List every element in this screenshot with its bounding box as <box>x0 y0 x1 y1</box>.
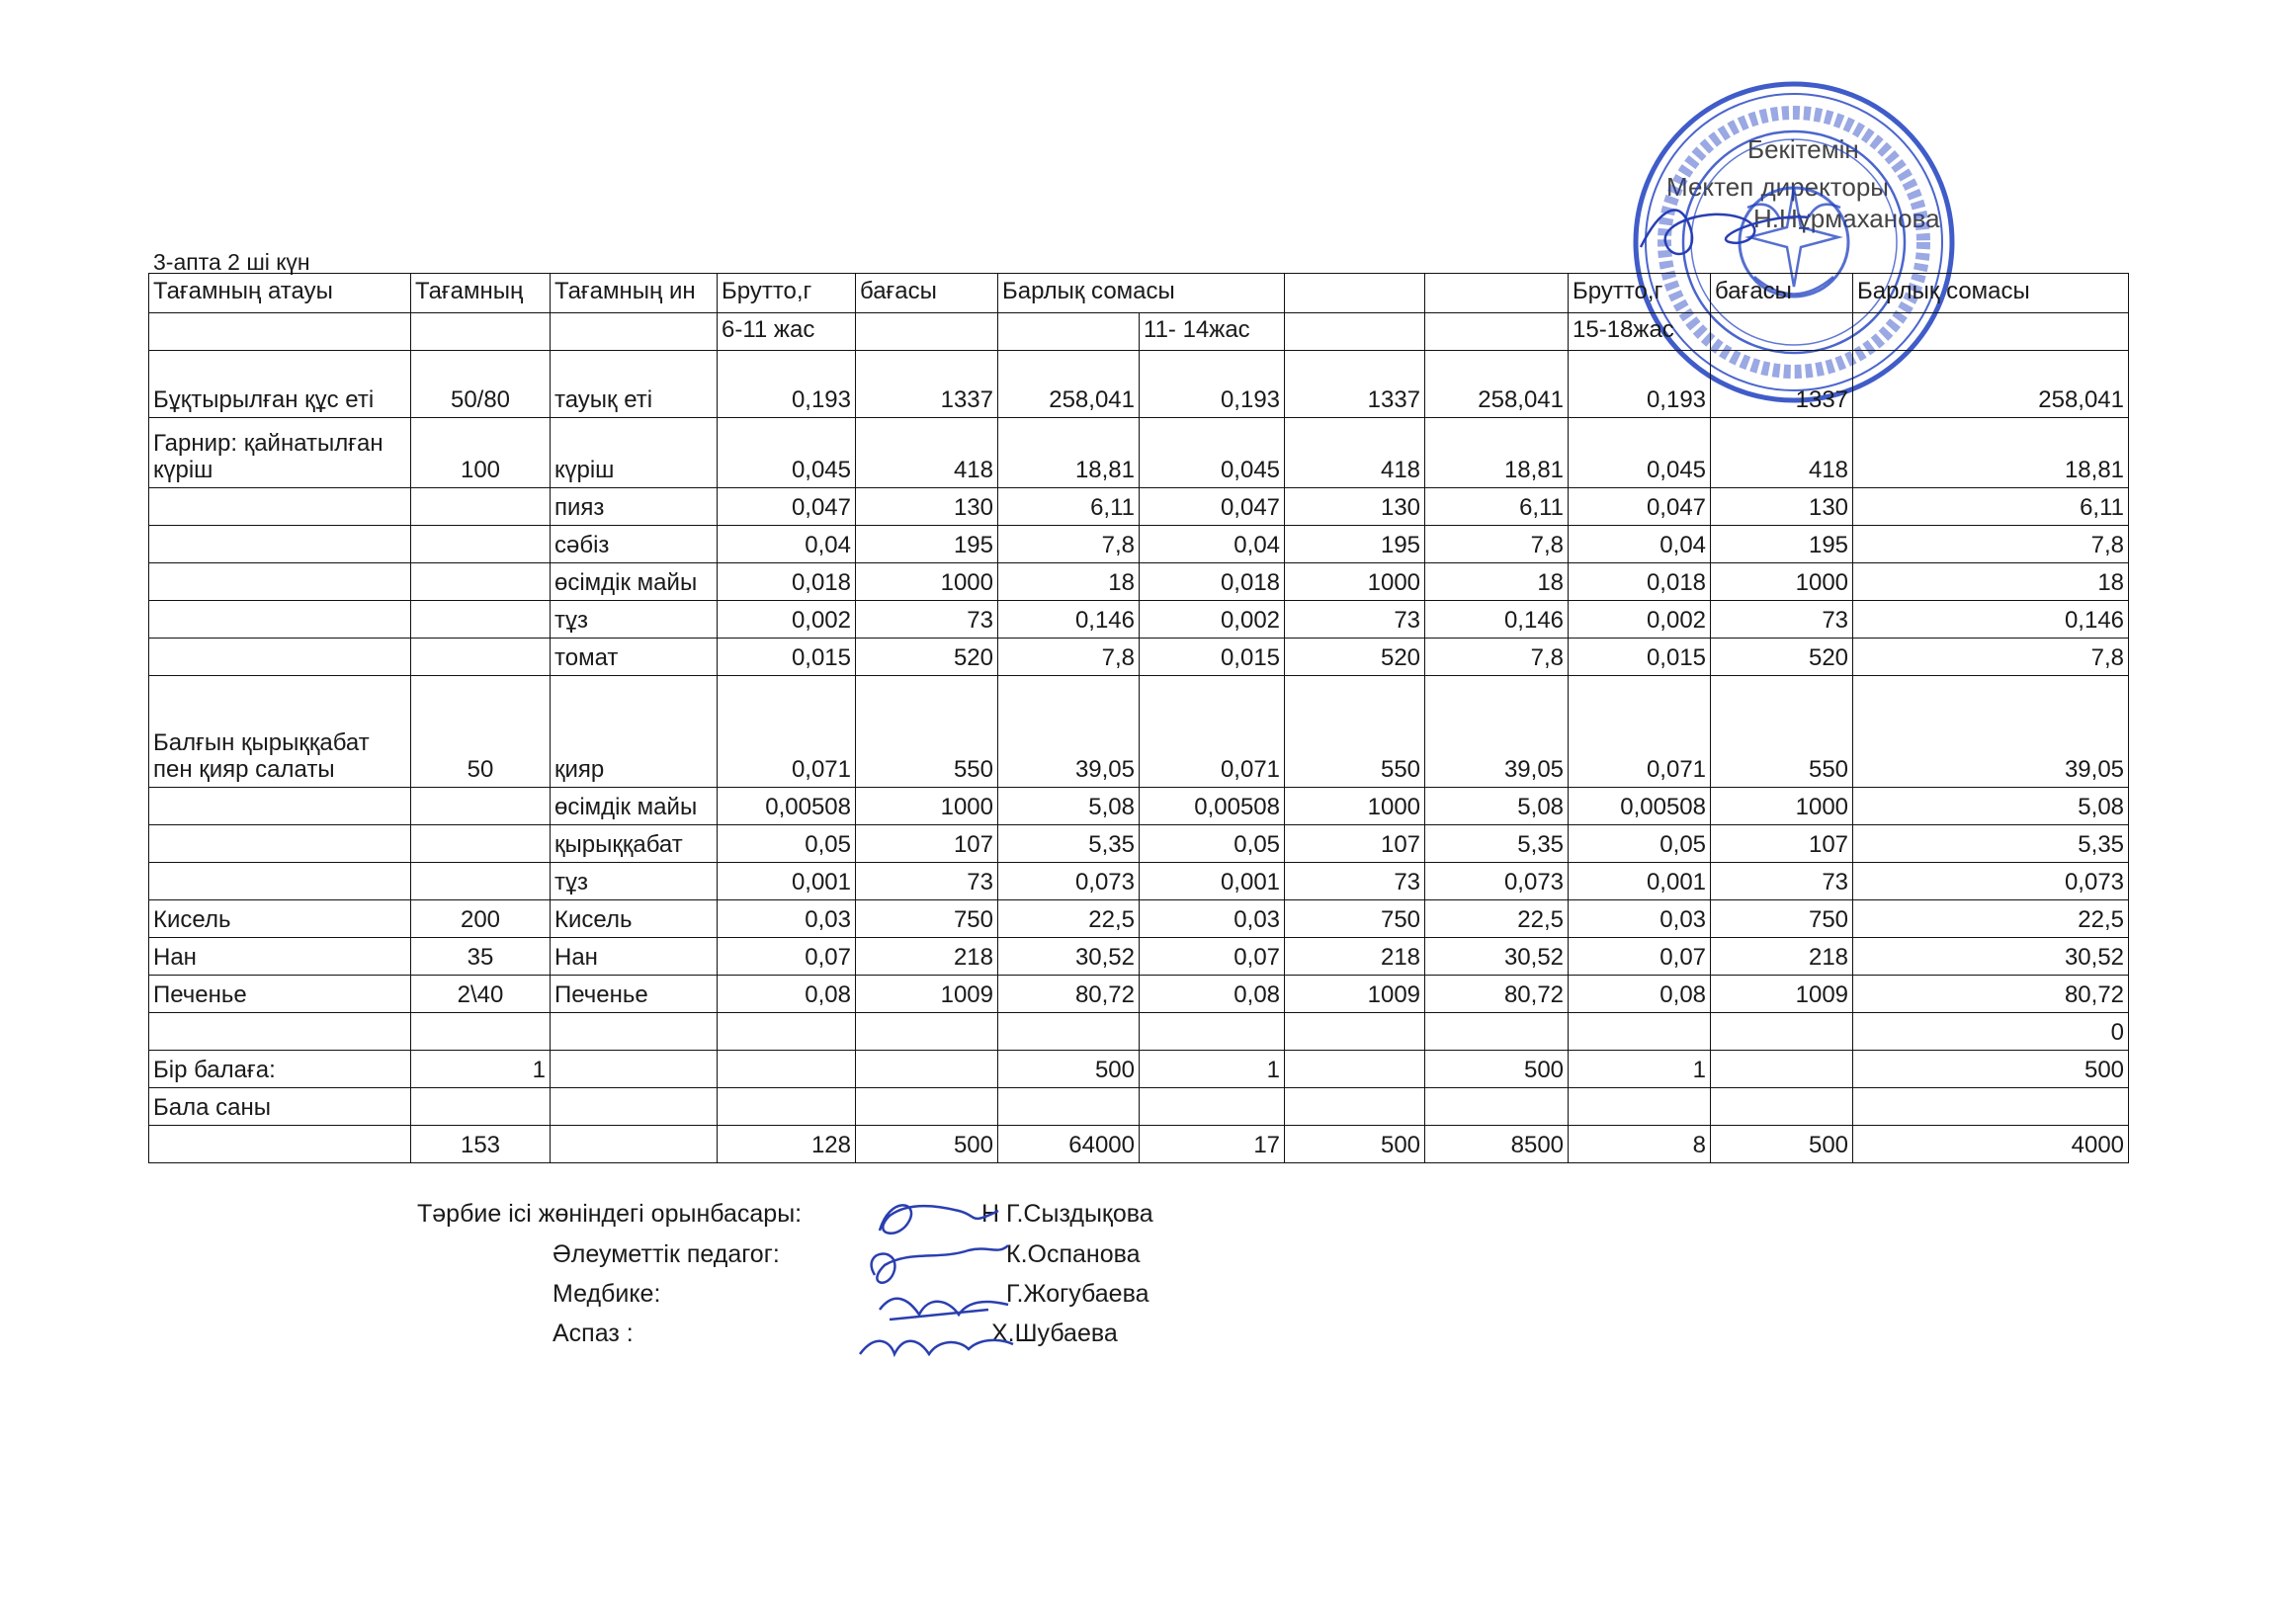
table-cell <box>551 1088 718 1126</box>
table-cell: 0,071 <box>1140 676 1285 788</box>
table-cell: 107 <box>856 825 998 863</box>
table-cell <box>1285 1013 1425 1051</box>
table-cell: 0,193 <box>1569 351 1711 418</box>
table-row <box>149 1126 2129 1163</box>
table-cell: 30,52 <box>1853 938 2129 976</box>
table-cell <box>1425 1088 1569 1126</box>
table-cell: 17 <box>1140 1126 1285 1163</box>
table-row <box>149 1088 2129 1126</box>
table-cell: 258,041 <box>998 351 1140 418</box>
table-row <box>149 526 2129 563</box>
table-cell: 1337 <box>856 351 998 418</box>
table-cell <box>998 1088 1140 1126</box>
table-cell: 4000 <box>1853 1126 2129 1163</box>
table-cell: 0,00508 <box>718 788 856 825</box>
table-cell <box>149 1126 411 1163</box>
table-row <box>149 1051 2129 1088</box>
table-row <box>149 1013 2129 1051</box>
approval-line-2: Мектеп директоры <box>1666 172 1889 202</box>
day-title: 3-апта 2 ші күн <box>153 249 310 275</box>
table-cell: 22,5 <box>1425 900 1569 938</box>
table-cell: 0,002 <box>1569 601 1711 639</box>
header-cell: Тағамның ин <box>551 274 718 313</box>
table-cell <box>411 1013 551 1051</box>
table-cell: 0,05 <box>1569 825 1711 863</box>
table-cell: 195 <box>1285 526 1425 563</box>
table-cell: 258,041 <box>1853 351 2129 418</box>
table-cell: Нан <box>551 938 718 976</box>
table-cell: 0,193 <box>718 351 856 418</box>
table-cell <box>411 1088 551 1126</box>
header-cell: Брутто,г <box>718 274 856 313</box>
table-cell <box>551 1051 718 1088</box>
table-cell: 7,8 <box>998 639 1140 676</box>
table-row <box>149 488 2129 526</box>
table-cell: тұз <box>551 601 718 639</box>
table-cell <box>1285 1051 1425 1088</box>
table-cell: 195 <box>856 526 998 563</box>
table-cell: 1000 <box>1285 563 1425 601</box>
table-cell: 0,05 <box>718 825 856 863</box>
age-group-cell: 11- 14жас <box>1140 313 1285 351</box>
age-group-row <box>149 313 2129 351</box>
table-cell: 18,81 <box>1425 418 1569 488</box>
table-cell: 500 <box>998 1051 1140 1088</box>
table-cell: Бір балаға: <box>149 1051 411 1088</box>
signature-role: Тәрбие ісі жөніндегі орынбасары: <box>417 1200 803 1228</box>
table-cell: Кисель <box>149 900 411 938</box>
table-cell <box>1711 1051 1853 1088</box>
table-cell: 1000 <box>1711 788 1853 825</box>
header-cell <box>1425 274 1569 313</box>
menu-table <box>148 273 2129 1163</box>
table-cell: 0,07 <box>1569 938 1711 976</box>
table-cell: 5,08 <box>998 788 1140 825</box>
header-cell: бағасы <box>856 274 998 313</box>
table-cell: 0,047 <box>1569 488 1711 526</box>
table-cell: 418 <box>856 418 998 488</box>
header-cell: Брутто,г <box>1569 274 1711 313</box>
table-cell: 80,72 <box>1425 976 1569 1013</box>
table-cell <box>149 863 411 900</box>
table-cell <box>718 1088 856 1126</box>
table-cell: 0,071 <box>718 676 856 788</box>
table-cell: 5,35 <box>998 825 1140 863</box>
table-cell: 0,08 <box>1140 976 1285 1013</box>
table-cell: 0,00508 <box>1569 788 1711 825</box>
table-cell <box>1140 1013 1285 1051</box>
approval-line-3: Н.Нұрмаханова <box>1753 204 1940 233</box>
header-cell: Барлық сомасы <box>998 274 1285 313</box>
table-row <box>149 351 2129 418</box>
table-cell: 7,8 <box>998 526 1140 563</box>
table-cell: қияр <box>551 676 718 788</box>
table-cell: 18,81 <box>1853 418 2129 488</box>
table-cell <box>1285 1088 1425 1126</box>
table-cell: 750 <box>1285 900 1425 938</box>
table-cell: 0,001 <box>1140 863 1285 900</box>
table-row <box>149 863 2129 900</box>
table-cell: 0,045 <box>1569 418 1711 488</box>
table-cell: 5,35 <box>1853 825 2129 863</box>
table-cell <box>411 563 551 601</box>
table-cell: 0,018 <box>1569 563 1711 601</box>
age-group-cell: 6-11 жас <box>718 313 856 351</box>
table-cell: 8500 <box>1425 1126 1569 1163</box>
table-row <box>149 976 2129 1013</box>
table-cell: 1000 <box>1285 788 1425 825</box>
table-cell: 0,146 <box>1853 601 2129 639</box>
table-cell <box>149 563 411 601</box>
table-cell: 5,08 <box>1425 788 1569 825</box>
header-cell: бағасы <box>1711 274 1853 313</box>
table-cell: тауық еті <box>551 351 718 418</box>
table-cell: 5,08 <box>1853 788 2129 825</box>
table-cell: 7,8 <box>1853 526 2129 563</box>
table-row <box>149 938 2129 976</box>
table-cell: 500 <box>1853 1051 2129 1088</box>
signature-name: К.Оспанова <box>1006 1240 1141 1268</box>
table-cell: 500 <box>1711 1126 1853 1163</box>
table-row <box>149 601 2129 639</box>
table-cell: 0,015 <box>1140 639 1285 676</box>
table-cell: 550 <box>856 676 998 788</box>
table-cell: 0,00508 <box>1140 788 1285 825</box>
table-cell: 35 <box>411 938 551 976</box>
table-cell: 80,72 <box>1853 976 2129 1013</box>
table-cell <box>411 488 551 526</box>
age-group-cell: 15-18жас <box>1569 313 1711 351</box>
table-cell: Гарнир: қайнатылған күріш <box>149 418 411 488</box>
table-cell: 7,8 <box>1425 526 1569 563</box>
table-cell: 418 <box>1711 418 1853 488</box>
table-cell: 500 <box>1285 1126 1425 1163</box>
table-cell: 39,05 <box>1853 676 2129 788</box>
table-cell: 0,073 <box>998 863 1140 900</box>
table-cell <box>411 639 551 676</box>
table-cell: Балғын қырыққабат пен қияр салаты <box>149 676 411 788</box>
table-cell: 8 <box>1569 1126 1711 1163</box>
table-row <box>149 676 2129 788</box>
handwritten-signatures <box>850 1191 1018 1369</box>
table-cell: 1009 <box>1711 976 1853 1013</box>
table-cell: 0,071 <box>1569 676 1711 788</box>
table-cell: күріш <box>551 418 718 488</box>
table-cell: қырыққабат <box>551 825 718 863</box>
table-cell: 195 <box>1711 526 1853 563</box>
table-cell: 0,146 <box>1425 601 1569 639</box>
header-cell: Тағамның атауы <box>149 274 411 313</box>
signature-name: Г.Жогубаева <box>1006 1280 1149 1308</box>
table-cell: 39,05 <box>1425 676 1569 788</box>
table-row <box>149 900 2129 938</box>
table-cell: 1000 <box>1711 563 1853 601</box>
table-header-row <box>149 274 2129 313</box>
table-cell: 18,81 <box>998 418 1140 488</box>
table-cell: Бала саны <box>149 1088 411 1126</box>
header-cell: Тағамның <box>411 274 551 313</box>
table-cell: 0,015 <box>1569 639 1711 676</box>
table-cell: 520 <box>1285 639 1425 676</box>
table-cell: 128 <box>718 1126 856 1163</box>
table-row <box>149 639 2129 676</box>
header-cell <box>1285 274 1425 313</box>
table-cell: 0,04 <box>718 526 856 563</box>
table-cell <box>149 488 411 526</box>
signature-role: Әлеуметтік педагог: <box>553 1240 780 1268</box>
menu-table-body <box>149 351 2129 1163</box>
signature-name: Н Г.Сыздықова <box>981 1200 1153 1228</box>
table-cell <box>1569 1088 1711 1126</box>
table-cell: Печенье <box>551 976 718 1013</box>
table-cell <box>1711 1013 1853 1051</box>
table-cell: 218 <box>1711 938 1853 976</box>
signature-role: Медбике: <box>553 1280 661 1308</box>
table-cell: 0,073 <box>1425 863 1569 900</box>
table-cell: 5,35 <box>1425 825 1569 863</box>
table-cell: 0,018 <box>1140 563 1285 601</box>
table-cell: 100 <box>411 418 551 488</box>
table-cell: 30,52 <box>1425 938 1569 976</box>
table-cell: 73 <box>1711 863 1853 900</box>
table-cell: 418 <box>1285 418 1425 488</box>
table-cell: 7,8 <box>1853 639 2129 676</box>
table-cell: 1337 <box>1285 351 1425 418</box>
table-cell: 1 <box>411 1051 551 1088</box>
table-cell: 1000 <box>856 788 998 825</box>
table-cell: томат <box>551 639 718 676</box>
table-cell: 1 <box>1569 1051 1711 1088</box>
table-cell: 1 <box>1140 1051 1285 1088</box>
table-cell: 0,001 <box>718 863 856 900</box>
table-cell: 0,047 <box>718 488 856 526</box>
table-cell <box>149 1013 411 1051</box>
table-cell: 0,03 <box>1569 900 1711 938</box>
table-cell: өсімдік майы <box>551 788 718 825</box>
header-cell: Барлық сомасы <box>1853 274 2129 313</box>
table-cell: сәбіз <box>551 526 718 563</box>
table-cell: 2\40 <box>411 976 551 1013</box>
table-cell: 107 <box>1711 825 1853 863</box>
table-cell: 520 <box>856 639 998 676</box>
table-cell: 6,11 <box>998 488 1140 526</box>
table-cell: 22,5 <box>998 900 1140 938</box>
table-cell <box>1569 1013 1711 1051</box>
table-cell: 107 <box>1285 825 1425 863</box>
table-cell <box>149 526 411 563</box>
table-cell: 0,07 <box>1140 938 1285 976</box>
table-cell: 0,045 <box>718 418 856 488</box>
table-cell: 0,001 <box>1569 863 1711 900</box>
table-cell: 18 <box>1425 563 1569 601</box>
table-cell: 500 <box>856 1126 998 1163</box>
table-cell: 153 <box>411 1126 551 1163</box>
table-cell: 218 <box>856 938 998 976</box>
table-cell <box>551 1126 718 1163</box>
table-cell: 1000 <box>856 563 998 601</box>
table-cell: 39,05 <box>998 676 1140 788</box>
table-cell <box>551 1013 718 1051</box>
table-cell: 50/80 <box>411 351 551 418</box>
table-cell: Нан <box>149 938 411 976</box>
table-cell: 0,015 <box>718 639 856 676</box>
table-cell: 0,018 <box>718 563 856 601</box>
table-cell <box>1140 1088 1285 1126</box>
table-cell: 0,08 <box>1569 976 1711 1013</box>
table-cell: 18 <box>1853 563 2129 601</box>
table-cell <box>856 1013 998 1051</box>
table-cell <box>149 639 411 676</box>
table-row <box>149 788 2129 825</box>
table-cell: 0 <box>1853 1013 2129 1051</box>
table-cell: 0,04 <box>1569 526 1711 563</box>
table-cell: тұз <box>551 863 718 900</box>
table-cell: 73 <box>1285 863 1425 900</box>
table-cell: 550 <box>1285 676 1425 788</box>
table-cell: 73 <box>1285 601 1425 639</box>
table-cell <box>411 601 551 639</box>
table-cell: 18 <box>998 563 1140 601</box>
table-cell: 750 <box>856 900 998 938</box>
table-cell: 6,11 <box>1425 488 1569 526</box>
table-cell: 1337 <box>1711 351 1853 418</box>
approval-line-1: Бекітемін <box>1747 134 1859 164</box>
table-cell: 0,07 <box>718 938 856 976</box>
table-cell: 500 <box>1425 1051 1569 1088</box>
table-cell: 0,03 <box>718 900 856 938</box>
table-cell: Кисель <box>551 900 718 938</box>
table-cell: 750 <box>1711 900 1853 938</box>
table-cell: 0,045 <box>1140 418 1285 488</box>
table-cell: 0,04 <box>1140 526 1285 563</box>
table-cell: Бұқтырылған құс еті <box>149 351 411 418</box>
table-cell: 130 <box>1711 488 1853 526</box>
table-cell: 0,146 <box>998 601 1140 639</box>
table-cell: 258,041 <box>1425 351 1569 418</box>
table-cell: 130 <box>1285 488 1425 526</box>
table-cell: 6,11 <box>1853 488 2129 526</box>
table-row <box>149 418 2129 488</box>
signature-role: Аспаз : <box>553 1320 634 1347</box>
table-cell: 30,52 <box>998 938 1140 976</box>
table-cell: 1009 <box>856 976 998 1013</box>
table-row <box>149 563 2129 601</box>
table-cell: 80,72 <box>998 976 1140 1013</box>
table-cell: 50 <box>411 676 551 788</box>
table-cell: пияз <box>551 488 718 526</box>
table-cell <box>149 825 411 863</box>
table-cell <box>718 1013 856 1051</box>
table-cell: 73 <box>856 863 998 900</box>
table-cell: 520 <box>1711 639 1853 676</box>
table-cell <box>411 825 551 863</box>
table-cell: Печенье <box>149 976 411 1013</box>
table-cell: 0,047 <box>1140 488 1285 526</box>
table-cell: 22,5 <box>1853 900 2129 938</box>
table-cell <box>998 1013 1140 1051</box>
table-cell: 1009 <box>1285 976 1425 1013</box>
table-cell <box>411 788 551 825</box>
table-cell: 73 <box>856 601 998 639</box>
signature-name: Х.Шубаева <box>991 1320 1118 1347</box>
table-cell: 7,8 <box>1425 639 1569 676</box>
table-cell: 0,002 <box>1140 601 1285 639</box>
table-cell: 0,05 <box>1140 825 1285 863</box>
table-cell: 200 <box>411 900 551 938</box>
table-cell: 0,08 <box>718 976 856 1013</box>
table-cell <box>856 1051 998 1088</box>
table-cell: өсімдік майы <box>551 563 718 601</box>
table-cell <box>411 863 551 900</box>
table-cell: 73 <box>1711 601 1853 639</box>
table-cell <box>856 1088 998 1126</box>
table-cell: 0,073 <box>1853 863 2129 900</box>
table-cell <box>149 601 411 639</box>
table-cell: 0,002 <box>718 601 856 639</box>
table-row <box>149 825 2129 863</box>
table-cell <box>1853 1088 2129 1126</box>
table-cell: 218 <box>1285 938 1425 976</box>
table-cell: 130 <box>856 488 998 526</box>
table-cell <box>718 1051 856 1088</box>
table-cell: 0,193 <box>1140 351 1285 418</box>
table-cell: 64000 <box>998 1126 1140 1163</box>
table-cell <box>1711 1088 1853 1126</box>
table-cell: 0,03 <box>1140 900 1285 938</box>
table-cell <box>1425 1013 1569 1051</box>
table-cell: 550 <box>1711 676 1853 788</box>
table-cell <box>149 788 411 825</box>
table-cell <box>411 526 551 563</box>
